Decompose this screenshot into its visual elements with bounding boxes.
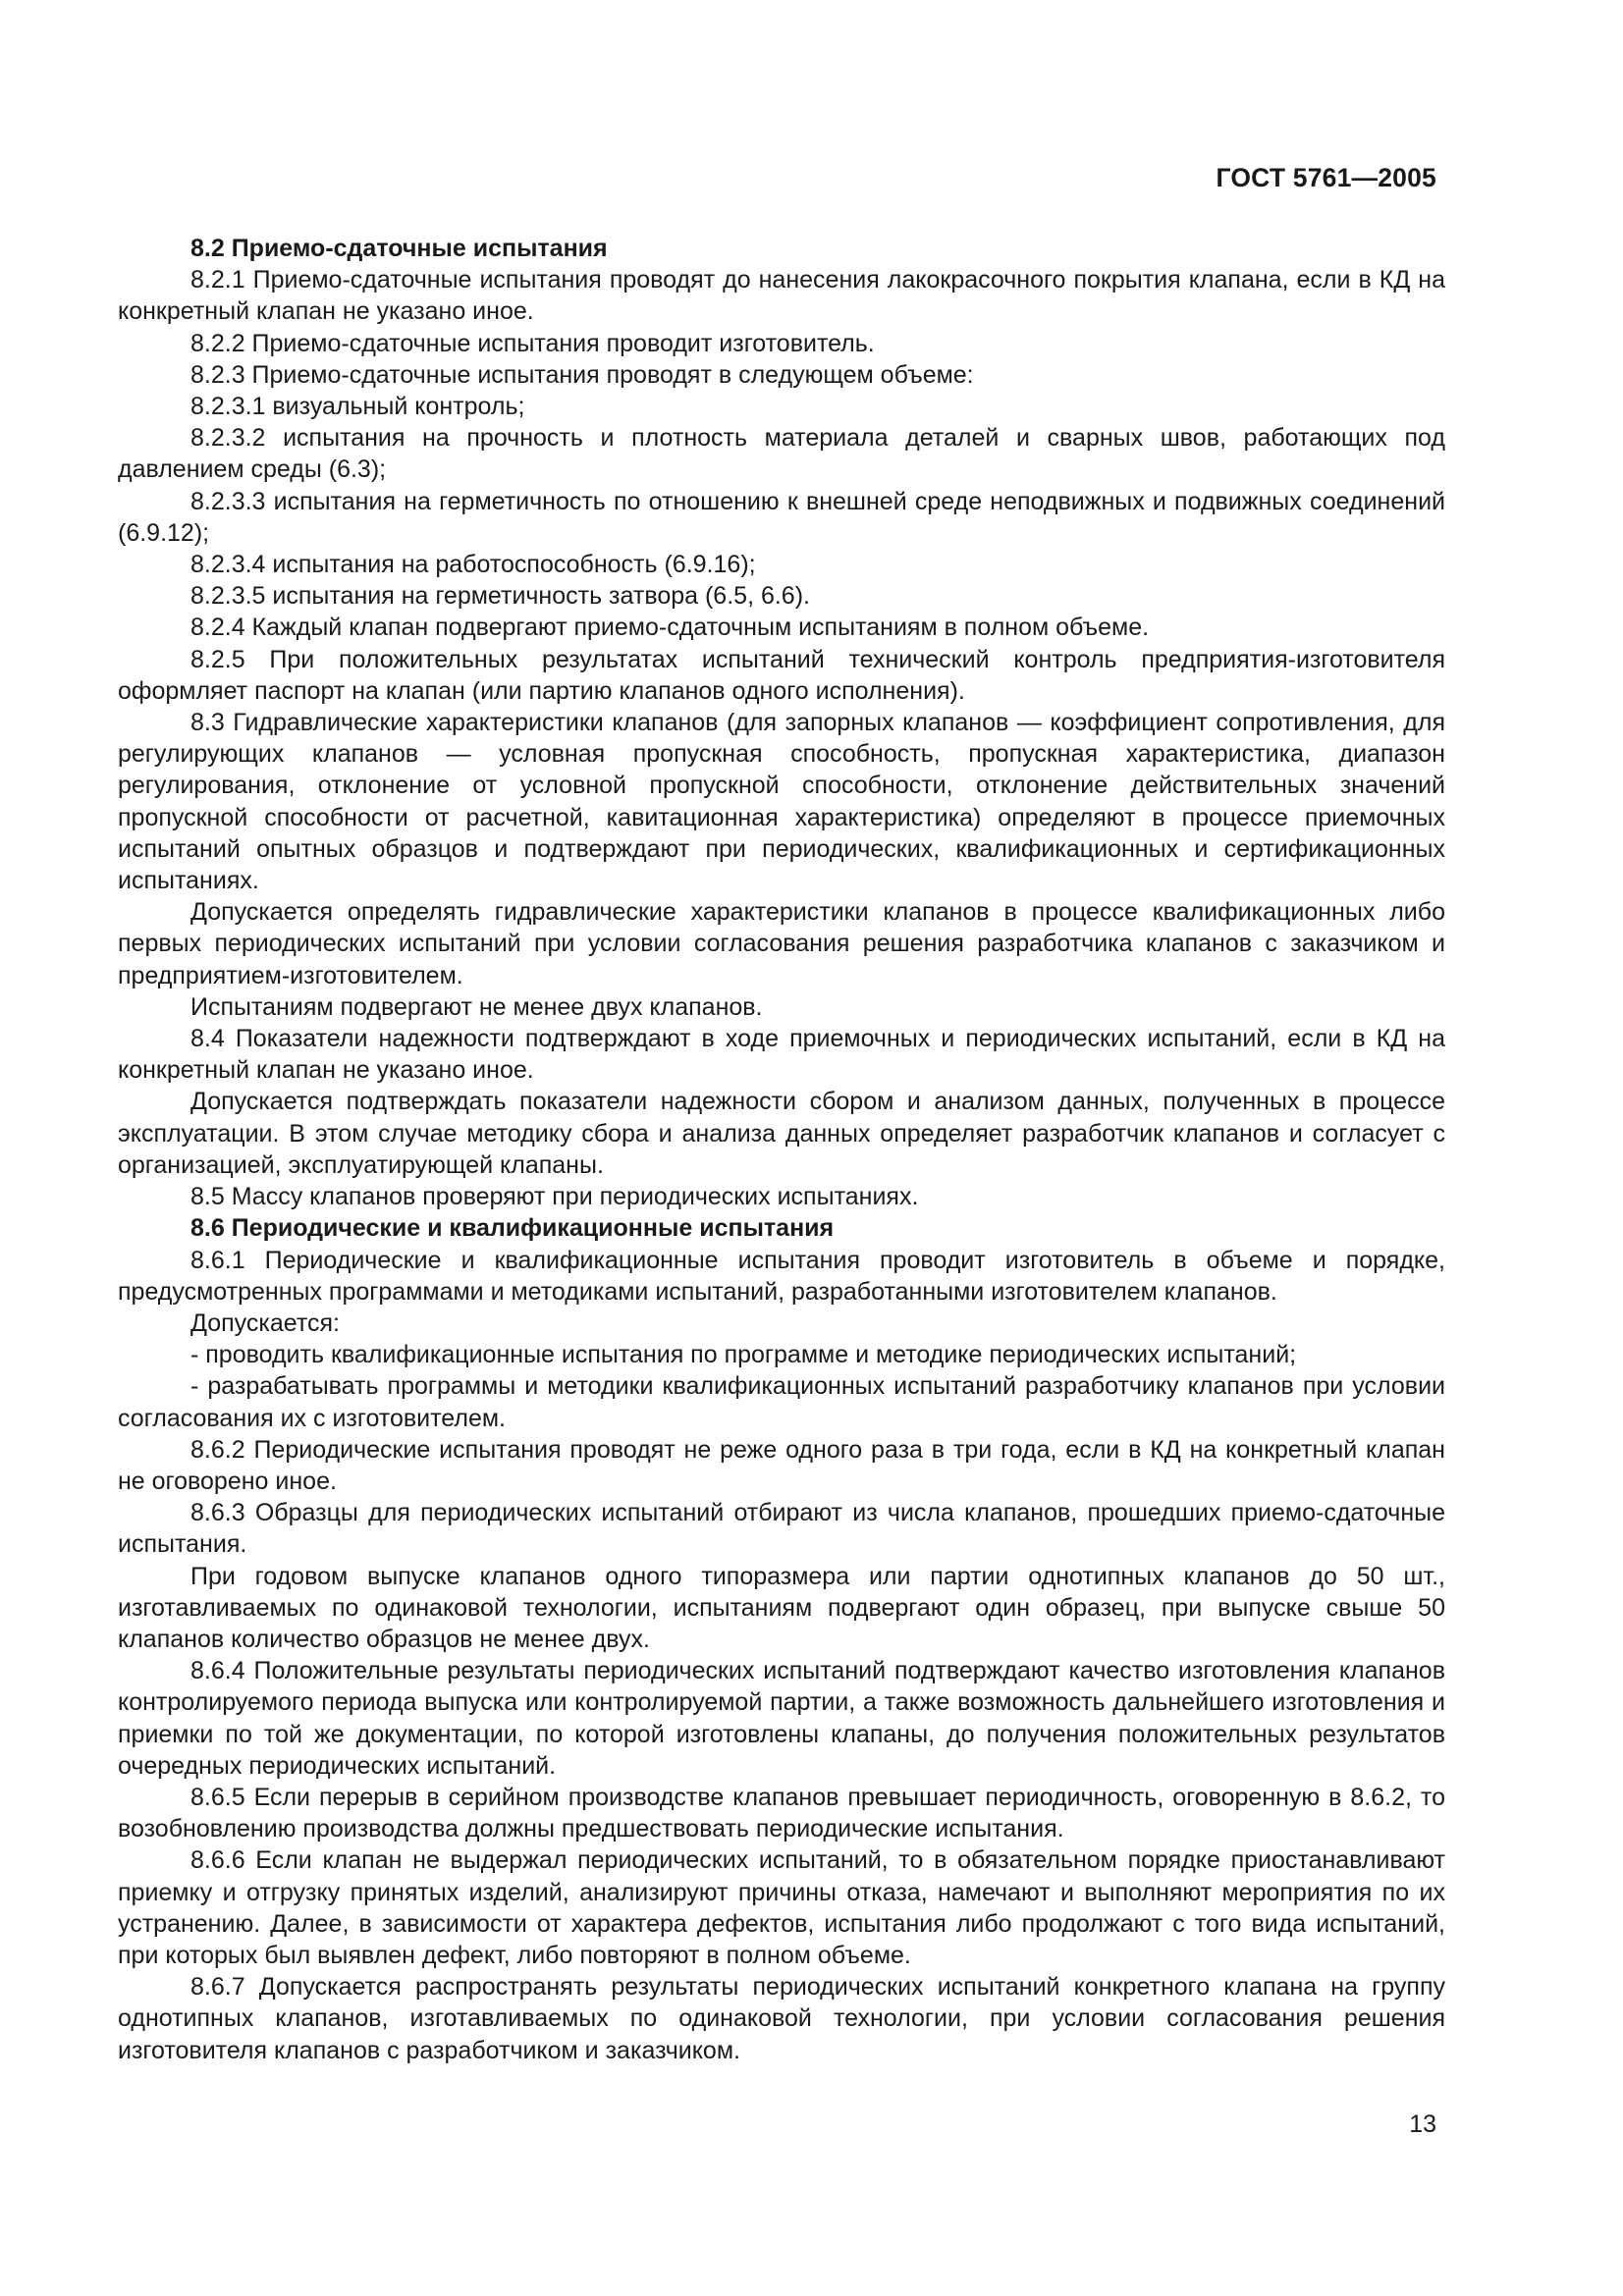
paragraph: 8.2.3.1 визуальный контроль;: [190, 393, 525, 421]
paragraph: При годовом выпуске клапанов одного типоразмера или партии однотипных клапанов до 50 шт., изготавливаемых по одинаковой технологии, испытаниям подвергают один образец, при выпуске свыше 50 клапанов количество образцов не менее двух.: [118, 1562, 1445, 1653]
paragraph: 8.6.6 Если клапан не выдержал периодических испытаний, то в обязательном порядке приостанавливают приемку и отгрузку принятых изделий, анализируют причины отказа, намечают и выполняют мероприятия по их устранению. Далее, в зависимости от характера дефектов, испытания либо продолжают с того вида испытаний, при которых был выявлен дефект, либо повторяют в полном объеме.: [118, 1846, 1445, 1969]
paragraph: 8.2.4 Каждый клапан подвергают приемо-сдаточным испытаниям в полном объеме.: [190, 614, 1150, 642]
paragraph: 8.5 Массу клапанов проверяют при периодических испытаниях.: [190, 1183, 919, 1211]
paragraph: 8.4 Показатели надежности подтверждают в ходе приемочных и периодических испытаний, если в КД на конкретный клапан не указано иное.: [118, 1025, 1445, 1085]
section-heading: 8.6 Периодические и квалификационные испытания: [190, 1214, 835, 1243]
paragraph: 8.6.3 Образцы для периодических испытаний отбирают из числа клапанов, прошедших приемо-сдаточные испытания.: [118, 1499, 1445, 1559]
paragraph: 8.2.2 Приемо-сдаточные испытания проводит изготовитель.: [190, 329, 875, 357]
section-heading: 8.2 Приемо-сдаточные испытания: [190, 235, 608, 262]
paragraph: 8.2.3.2 испытания на прочность и плотность материала деталей и сварных швов, работающих под давлением среды (6.3);: [118, 424, 1445, 484]
paragraph: 8.2.3 Приемо-сдаточные испытания проводят в следующем объеме:: [190, 360, 974, 389]
paragraph: 8.2.3.3 испытания на герметичность по отношению к внешней среде неподвижных и подвижных соединений (6.9.12);: [118, 487, 1445, 547]
paragraph: Допускается подтверждать показатели надежности сбором и анализом данных, полученных в процессе эксплуатации. В этом случае методику сбора и анализа данных определяет разработчик клапанов и согласует с организацией, эксплуатирующей клапаны.: [118, 1088, 1445, 1179]
paragraph: 8.3 Гидравлические характеристики клапанов (для запорных клапанов — коэффициент сопротивления, для регулирующих клапанов — условная пропускная способность, пропускная характеристика, диапазон регулирования, отклонение от условной пропускной способности, отклонение действительных значений пропускной способности от расчетной, кавитационная характеристика) определяют в процессе приемочных испытаний опытных образцов и подтверждают при периодических, квалификационных и сертификационных испытаниях.: [118, 709, 1445, 895]
paragraph: - разрабатывать программы и методики квалификационных испытаний разработчику клапанов при условии согласования их с изготовителем.: [118, 1372, 1445, 1432]
standard-code: ГОСТ 5761—2005: [1216, 163, 1436, 192]
paragraph: Допускается определять гидравлические характеристики клапанов в процессе квалификационных либо первых периодических испытаний при условии согласования решения разработчика клапанов с заказчиком и предприятием-изготовителем.: [118, 898, 1445, 989]
paragraph: - проводить квалификационные испытания по программе и методике периодических испытаний;: [190, 1341, 1297, 1369]
paragraph: Допускается:: [190, 1308, 340, 1337]
paragraph: 8.2.3.4 испытания на работоспособность (6.9.16);: [190, 551, 756, 579]
paragraph: 8.6.7 Допускается распространять результаты периодических испытаний конкретного клапана на группу однотипных клапанов, изготавливаемых по одинаковой технологии, при условии согласования решения изготовителя клапанов с разработчиком и заказчиком.: [118, 1973, 1445, 2064]
paragraph: 8.6.4 Положительные результаты периодических испытаний подтверждают качество изготовления клапанов контролируемого периода выпуска или контролируемой партии, а также возможность дальнейшего изготовления и приемки по той же документации, по которой изготовлены клапаны, до получения положительных результатов очередных периодических испытаний.: [118, 1657, 1445, 1780]
paragraph: 8.2.5 При положительных результатах испытаний технический контроль предприятия-изготовителя оформляет паспорт на клапан (или партию клапанов одного исполнения).: [118, 645, 1445, 705]
page-number: 13: [1409, 2110, 1436, 2138]
paragraph: 8.6.2 Периодические испытания проводят не реже одного раза в три года, если в КД на конкретный клапан не оговорено иное.: [118, 1435, 1445, 1495]
document-body: [118, 233, 1445, 2066]
paragraph: Испытаниям подвергают не менее двух клапанов.: [190, 992, 763, 1021]
paragraph: 8.2.3.5 испытания на герметичность затвора (6.5, 6.6).: [190, 582, 810, 611]
paragraph: 8.6.5 Если перерыв в серийном производстве клапанов превышает периодичность, оговоренную в 8.6.2, то возобновлению производства должны предшествовать периодические испытания.: [118, 1783, 1445, 1843]
paragraph: 8.2.1 Приемо-сдаточные испытания проводят до нанесения лакокрасочного покрытия клапана, если в КД на конкретный клапан не указано иное.: [118, 266, 1445, 326]
paragraph: 8.6.1 Периодические и квалификационные испытания проводит изготовитель в объеме и порядке, предусмотренных программами и методиками испытаний, разработанными изготовителем клапанов.: [118, 1246, 1445, 1306]
